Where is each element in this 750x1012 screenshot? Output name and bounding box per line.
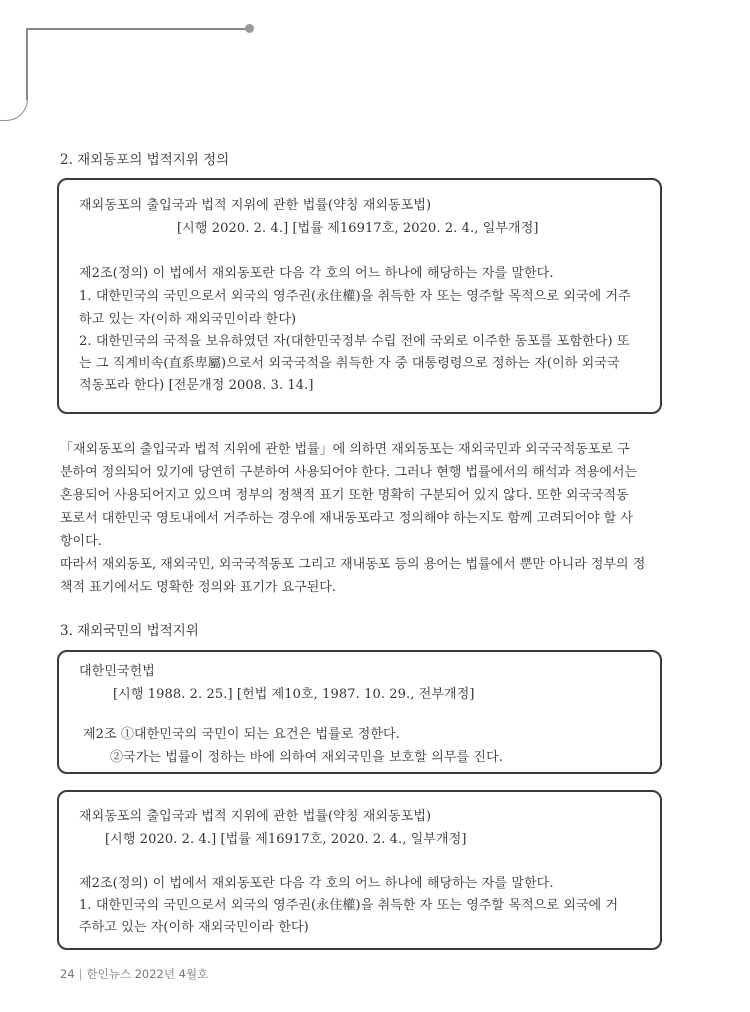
corner-horizontal-line <box>27 28 249 30</box>
item-2-line-3: 적동포라 한다) [전문개정 2008. 3. 14.] <box>79 378 314 393</box>
constitution-info: [시행 1988. 2. 25.] [헌법 제10호, 1987. 10. 29., 전부개정] <box>113 687 475 702</box>
paragraph-line-4: 포로서 대한민국 영토내에서 거주하는 경우에 재내동포라고 정의해야 하는지도 함께 고려되어야 할 사 <box>60 511 633 526</box>
paragraph-line-5: 항이다. <box>60 534 102 549</box>
law-box-definition <box>57 178 662 414</box>
corner-decoration <box>0 0 252 122</box>
item-1-line-2-b: 주하고 있는 자(이하 재외국민이라 한다) <box>79 920 309 935</box>
section-3-title: 3. 재외국민의 법적지위 <box>60 623 199 639</box>
page-number: 24 <box>60 967 75 981</box>
item-1-line-2: 하고 있는 자(이하 재외국민이라 한다) <box>79 312 297 327</box>
law-info-2: [시행 2020. 2. 4.] [법률 제16917호, 2020. 2. 4., 일부개정] <box>105 832 467 847</box>
paragraph-line-1: 「재외동포의 출입국과 법적 지위에 관한 법률」에 의하면 재외동포는 재외국민과 외국국적동포로 구 <box>60 442 630 457</box>
constitution-article-2: ②국가는 법률이 정하는 바에 의하여 재외국민을 보호할 의무를 진다. <box>110 750 503 765</box>
item-2-line-1: 2. 대한민국의 국적을 보유하였던 자(대한민국정부 수립 전에 국외로 이주한 동포를 포함한다) 또 <box>79 334 630 349</box>
law-box-overseas-koreans <box>57 790 662 950</box>
paragraph-line-2: 분하여 정의되어 있기에 당연히 구분하여 사용되어야 한다. 그러나 현행 법률에서의 해석과 적용에서는 <box>60 465 638 480</box>
article-text: 제2조(정의) 이 법에서 재외동포란 다음 각 호의 어느 하나에 해당하는 자를 말한다. <box>79 266 554 281</box>
law-title-2: 재외동포의 출입국과 법적 지위에 관한 법률(약칭 재외동포법) <box>79 809 432 824</box>
constitution-article-1: 제2조 ①대한민국의 국민이 되는 요건은 법률로 정한다. <box>83 727 400 742</box>
paragraph-line-6: 따라서 재외동포, 재외국민, 외국국적동포 그리고 재내동포 등의 용어는 법률에서 뿐만 아니라 정부의 정 <box>60 557 646 572</box>
constitution-title: 대한민국헌법 <box>79 664 155 679</box>
corner-curve <box>0 80 28 121</box>
law-info: [시행 2020. 2. 4.] [법률 제16917호, 2020. 2. 4., 일부개정] <box>177 221 539 236</box>
item-2-line-2: 는 그 직계비속(直系卑屬)으로서 외국국적을 취득한 자 중 대통령령으로 정하는 자(이하 외국국 <box>79 356 620 371</box>
section-2-title: 2. 재외동포의 법적지위 정의 <box>60 152 230 168</box>
paragraph-line-7: 책적 표기에서도 명확한 정의와 표기가 요구된다. <box>60 580 336 595</box>
law-title: 재외동포의 출입국과 법적 지위에 관한 법률(약칭 재외동포법) <box>79 198 432 213</box>
page-footer <box>60 966 208 982</box>
footer-separator: | <box>78 967 83 981</box>
paragraph-line-3: 혼용되어 사용되어지고 있으며 정부의 정책적 표기 또한 명확히 구분되어 있지 않다. 또한 외국국적동 <box>60 488 629 503</box>
article-text-2: 제2조(정의) 이 법에서 재외동포란 다음 각 호의 어느 하나에 해당하는 자를 말한다. <box>79 876 554 891</box>
publication-name: 한인뉴스 2022년 4월호 <box>86 967 209 981</box>
item-1-line-1: 1. 대한민국의 국민으로서 외국의 영주권(永住權)을 취득한 자 또는 영주할 목적으로 외국에 거주 <box>79 289 631 304</box>
law-box-constitution <box>57 650 662 774</box>
item-1-line-1-b: 1. 대한민국의 국민으로서 외국의 영주권(永住權)을 취득한 자 또는 영주할 목적으로 외국에 거 <box>79 898 619 913</box>
corner-dot <box>245 24 254 33</box>
